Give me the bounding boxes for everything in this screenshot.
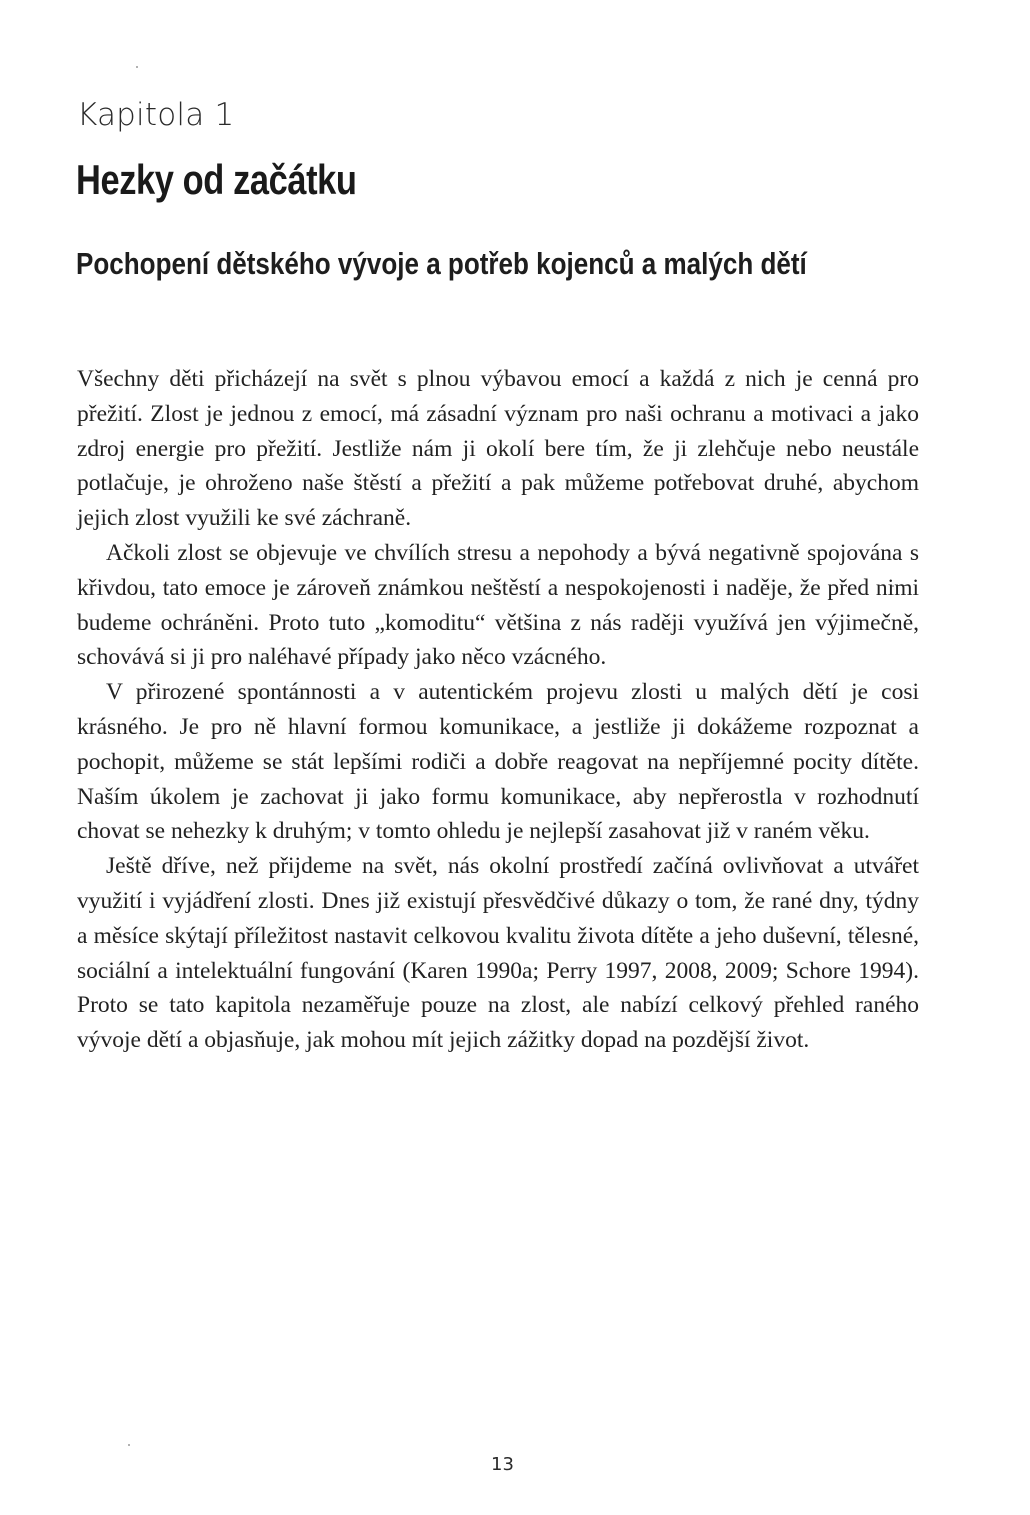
paragraph: Všechny děti přicházejí na svět s plnou výbavou emocí a každá z nich je cenná pro přežití. Zlost je jednou z emocí, má zásadní význam pro naši ochranu a motivaci a jako zdroj energie pro přežití. Jestliže nám ji okolí bere tím, že ji zlehčuje nebo neustále potlačuje, je ohroženo naše štěstí a přežití a pak můžeme potřebovat druhé, abychom jejich zlost využili ke své záchraně. <box>77 366 919 532</box>
scan-speck <box>136 66 138 68</box>
paragraph: Ještě dříve, než přijdeme na svět, nás okolní prostředí začíná ovlivňovat a utvářet využití i vyjádření zlosti. Dnes již existují přesvědčivé důkazy o tom, že rané dny, týdny a měsíce skýtají příležitost nastavit celkovou kvalitu života dítěte a jeho duševní, tělesné, sociální a intelektuální fungování (Karen 1990a; Perry 1997, 2008, 2009; Schore 1994). Proto se tato kapitola nezaměřuje pouze na zlost, ale nabízí celkový přehled raného vývoje dětí a objasňuje, jak mohou mít jejich zážitky dopad na pozdější život. <box>77 853 919 1054</box>
chapter-label: Kapitola 1 <box>77 97 235 133</box>
page-number: 13 <box>491 1454 514 1475</box>
paragraph: Ačkoli zlost se objevuje ve chvílích stresu a nepohody a bývá negativně spojována s křivdou, tato emoce je zároveň známkou neštěstí a nespokojenosti i naděje, že před nimi budeme ochráněni. Proto tuto „komoditu“ většina z nás raději využívá jen výjimečně, schovává si ji pro naléhavé případy jako něco vzácného. <box>77 539 919 671</box>
paragraph: V přirozené spontánnosti a v autentickém projevu zlosti u malých dětí je cosi krásného. Je pro ně hlavní formou komunikace, a jestliže ji dokážeme rozpoznat a pochopit, můžeme se stát lepšími rodiči a dobře reagovat na nepříjemné pocity dítěte. Naším úkolem je zachovat ji jako formu komunikace, aby nepřerostla v rozhodnutí chovat se nehezky k druhým; v tomto ohledu je nejlepší zasahovat již v raném věku. <box>77 679 919 845</box>
chapter-title: Hezky od začátku <box>76 156 357 203</box>
body-text <box>77 362 919 1058</box>
chapter-subtitle: Pochopení dětského vývoje a potřeb kojenců a malých dětí <box>76 246 807 281</box>
scan-speck <box>128 1444 130 1446</box>
